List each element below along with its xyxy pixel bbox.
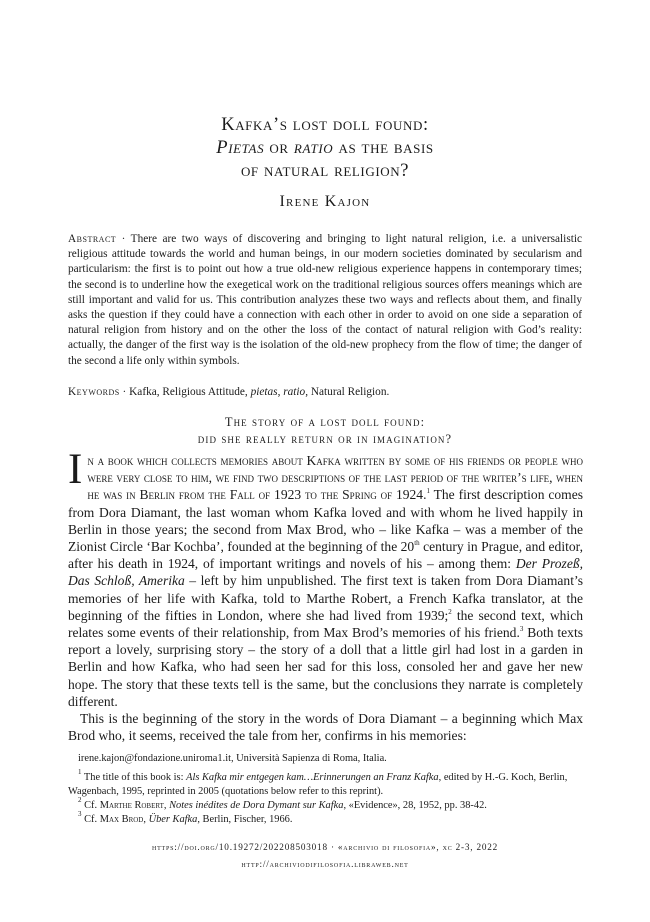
title-line-3: of natural religion? [240,161,410,181]
footnote-3-post: , Berlin, Fischer, 1966. [197,814,293,825]
footnote-3 [68,810,583,827]
body-paragraph-2: This is the beginning of the story in the words of Dora Diamant – a beginning which Max Brod who, it seems, received the tale from her, confirms in his memories: [68,711,583,744]
footer-website-link[interactable]: http://archiviodifilosofia.libraweb.net [241,859,409,869]
body-run-3: century in Prague, and editor, after his death in 1924, of important writings and novels of his – among them: [68,539,583,572]
keywords-part-1: Kafka, Religious Attitude, [129,386,248,398]
footnote-2-post: , «Evidence», 28, 1952, pp. 38-42. [343,800,487,811]
body-run-5: the second text, which relates some events of their relationship, from Max Brod’s memories of his friend. [68,607,583,641]
footnote-2-sep: , [163,800,170,811]
footnote-1 [68,768,583,799]
superscript-th: th [414,539,420,548]
footnote-1-italic: Als Kafka mir entgegen kam…Erinnerungen an Franz Kafka [186,772,439,783]
footnote-3-number: 3 [78,810,82,818]
footnote-2 [68,796,583,813]
footnote-ref-3[interactable]: 3 [519,625,524,634]
footer-doi-line[interactable]: https://doi.org/10.19272/202208503018 · «archivio di filosofia», xc 2-3, 2022 [151,842,499,852]
keyword-ratio: ratio [283,386,306,398]
title-italic-pietas: Pietas [216,138,265,158]
footnote-2-author: Marthe Robert [99,800,164,811]
keywords-comma: , [277,386,281,398]
footnote-1-pre: The title of this book is: [83,772,187,783]
footnote-2-italic: Notes inédites de Dora Dymant sur Kafka [169,800,344,811]
author-contact: irene.kajon@fondazione.uniroma1.it, Università Sapienza di Roma, Italia. [78,753,387,764]
keyword-pietas: pietas [250,386,278,398]
title-line-2-rest: as the basis [338,138,434,158]
title-line-2 [0,136,650,161]
body-run-1: n a book which collects memories about Kafka written by some of his friends or people who were very close to him, we find two descriptions of the last period of the writer’s life, when he was in Berlin from the Fall of 1923 to the Spring of 1924. [87,453,583,503]
footnote-3-sep: , [143,814,149,825]
body-paragraph-1 [68,446,584,710]
abstract [68,232,582,369]
body-run-4: – left by him unpublished. The first text is taken from Dora Diamant’s memories of her life with Kafka, told to Marthe Robert, a French Kafka translator, at the beginning of the fifties in London, where she had lived from 1939; [68,573,583,623]
keywords [68,385,582,400]
keywords-label: Keywords [68,386,120,398]
footnotes [68,752,583,827]
abstract-text: There are two ways of discovering and bringing to light natural religion, i.e. a universalistic religious attitude towards the world and human beings, in our modern societies dominated by secularism and particularism: the first is to point out how a true old-new religious experience happens in contemporary times; the second is to underline how the exegetical work on the traditional religious sources offers meanings which are still important and valid for us. This contribution analyzes these two ways and reflects about them, and finally asks the question if they could have a connection with each other in order to avoid on one side a separation of natural religion from history and on the other the loss of the contact of natural religion with God’s reality: actually, the danger of the first way is the isolation of the old-new prophecy from the flow of time; the danger of the second a life only within symbols. [68,233,583,367]
footnote-2-pre: Cf. [84,800,100,811]
abstract-separator: · [121,233,126,245]
footnote-3-italic: Über Kafka [148,814,198,825]
abstract-label: Abstract [68,233,117,245]
footnote-ref-1[interactable]: 1 [426,487,430,496]
body-text [68,446,584,744]
title-italic-ratio: ratio [293,138,334,158]
footnote-2-number: 2 [78,796,82,804]
title-line-1: Kafka’s lost doll found: [221,115,429,135]
title-or: or [269,138,289,158]
footnote-3-author: Max Brod [99,814,144,825]
section-heading-line-1: The story of a lost doll found: [224,415,426,429]
drop-cap: I [68,446,83,493]
author-name: Irene Kajon [279,193,371,210]
keywords-separator: · [122,386,127,398]
footnote-1-post: , edited by H.-G. Koch, Berlin, Wagenbach, 1995, reprinted in 2005 (quotations below refer to this reprint). [68,772,568,797]
footnote-1-number: 1 [78,768,82,776]
keywords-part-2: , Natural Religion. [305,386,390,398]
body-run-6: Both texts report a lovely, surprising story – the story of a doll that a little girl had lost in a garden in Berlin and how Kafka, who had seen her sad for this loss, consoled her and gave her new hope. The story that these texts tell is the same, but the conclusions they narrate is completely different. [68,625,583,709]
footnote-3-pre: Cf. [84,814,100,825]
body-works-italic: Der Prozeß, Das Schloß, Amerika [68,556,584,589]
body-run-2: The first description comes from Dora Diamant, the last woman whom Kafka loved and with whom he lived happily in Berlin in those years; the second from Max Brod, who – like Kafka – was a member of the Zionist Circle ‘Bar Kochba’, founded at the beginning of the 20 [68,487,583,555]
section-heading-line-2: did she really return or in imagination? [197,432,453,446]
footnote-ref-2[interactable]: 2 [448,607,452,616]
